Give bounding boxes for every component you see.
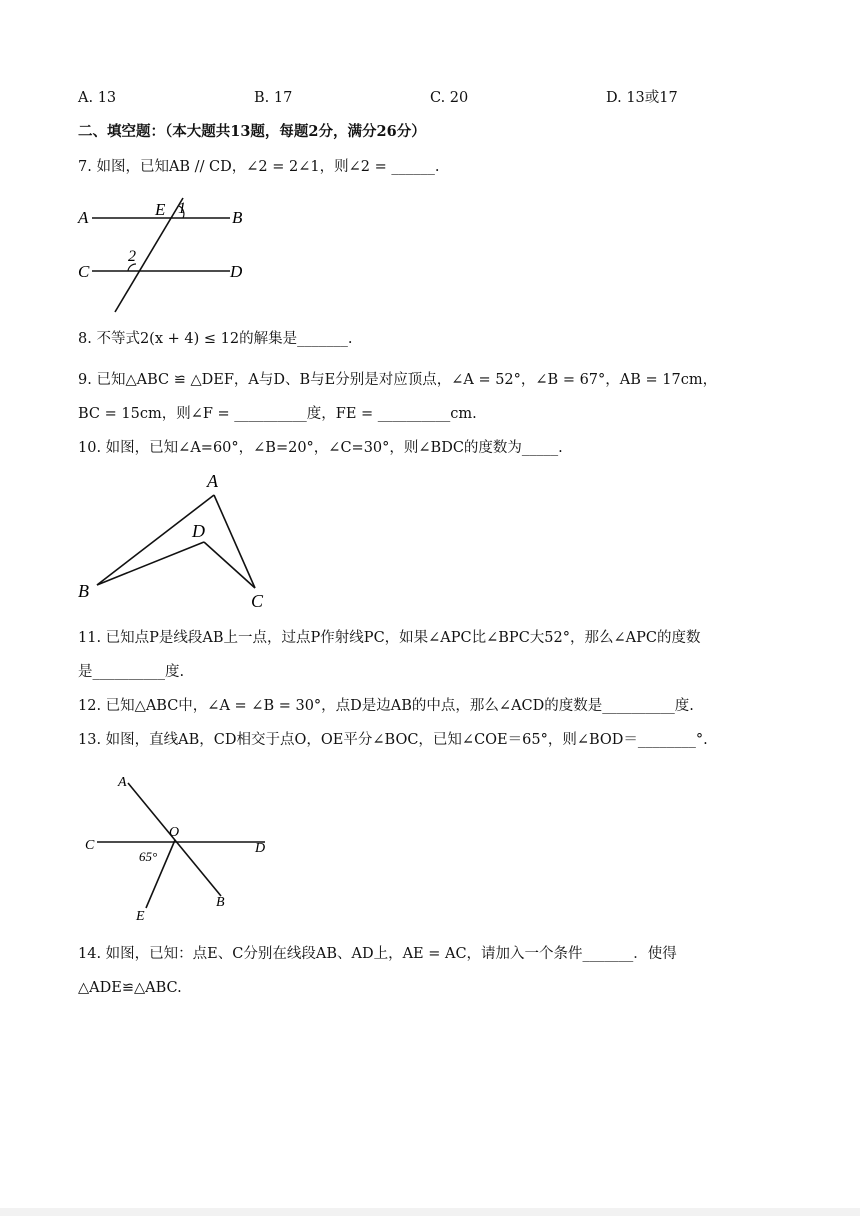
segment-dc: [204, 542, 255, 588]
q7-figure: [70, 190, 270, 320]
choice-a: A. 13: [78, 90, 117, 106]
label-c: C: [85, 838, 95, 853]
label-b: B: [232, 208, 243, 227]
label-b: B: [78, 581, 89, 601]
q13-figure: [75, 768, 285, 928]
question-9-line-2: BC = 15cm，则∠F = __________度，FE = __________cm.: [78, 406, 477, 422]
angle-2-arc: [128, 264, 136, 271]
label-b: B: [216, 895, 225, 910]
question-12: 12. 已知△ABC中，∠A = ∠B = 30°，点D是边AB的中点，那么∠ACD的度数是__________度.: [78, 698, 694, 714]
label-a: A: [78, 208, 89, 227]
label-angle-1: 1: [178, 200, 186, 217]
question-8: 8. 不等式2(x + 4) ≤ 12的解集是_______.: [78, 331, 353, 347]
page-bottom-edge: [0, 1208, 860, 1216]
label-o: O: [169, 825, 180, 840]
question-7: 7. 如图，已知AB // CD，∠2 = 2∠1，则∠2 = ______.: [78, 159, 440, 175]
question-11-line-1: 11. 已知点P是线段AB上一点，过点P作射线PC，如果∠APC比∠BPC大52°，那么∠APC的度数: [78, 630, 701, 646]
choice-d: D. 13或17: [606, 90, 678, 106]
label-c: C: [251, 591, 264, 611]
label-e: E: [155, 200, 166, 219]
segment-bd: [97, 542, 204, 585]
question-10: 10. 如图，已知∠A=60°，∠B=20°，∠C=30°，则∠BDC的度数为_____.: [78, 440, 563, 456]
question-14-line-1: 14. 如图，已知：点E、C分别在线段AB、AD上，AE = AC，请加入一个条件_______．使得: [78, 946, 677, 962]
question-11-line-2: 是__________度.: [78, 664, 185, 680]
section-heading: 二、填空题：（本大题共13题，每题2分，满分26分）: [78, 123, 426, 140]
label-d: D: [192, 521, 205, 541]
label-d: D: [255, 841, 266, 856]
question-13: 13. 如图，直线AB，CD相交于点O，OE平分∠BOC，已知∠COE＝65°，则∠BOD＝________°.: [78, 732, 708, 748]
label-e: E: [136, 909, 145, 924]
label-a: A: [207, 471, 218, 491]
label-d: D: [230, 262, 243, 281]
question-9-line-1: 9. 已知△ABC ≌ △DEF，A与D、B与E分别是对应顶点，∠A = 52°，∠B = 67°，AB = 17cm，: [78, 372, 718, 388]
segment-ac: [214, 495, 255, 588]
label-c: C: [78, 262, 90, 281]
q10-figure: [70, 468, 290, 613]
label-a: A: [118, 775, 127, 790]
label-angle: 65°: [139, 849, 158, 864]
question-14-line-2: △ADE≌△ABC.: [78, 980, 182, 996]
label-angle-2: 2: [128, 248, 136, 265]
transversal: [115, 198, 183, 312]
choice-c: C. 20: [430, 90, 469, 106]
choice-b: B. 17: [254, 90, 293, 106]
